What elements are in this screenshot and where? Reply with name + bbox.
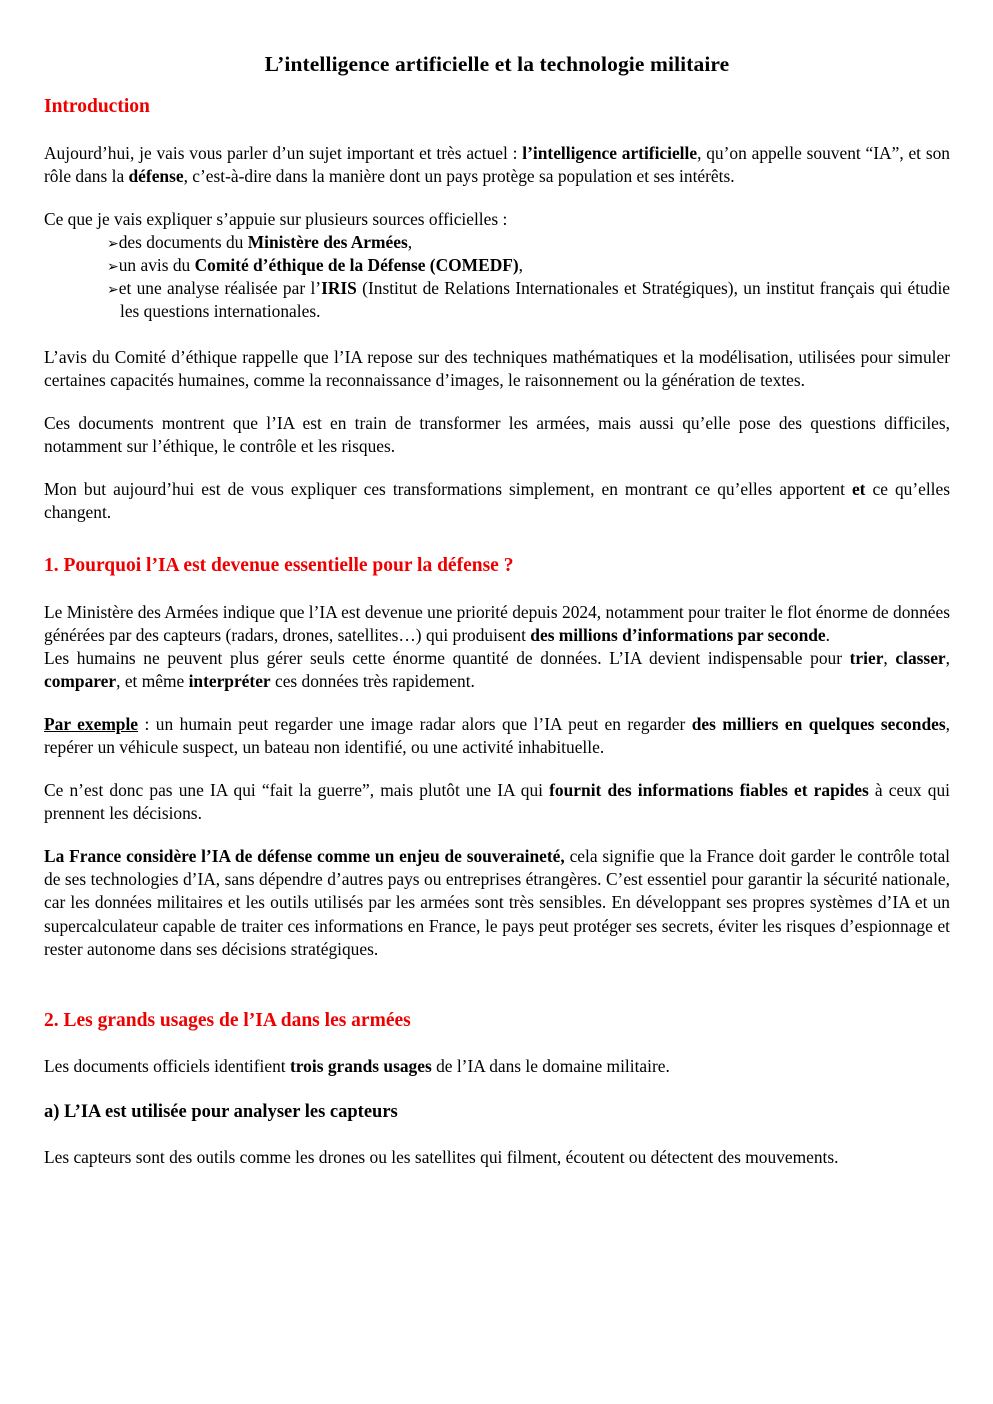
text-run: Ce n’est donc pas une IA qui “fait la guerre”, mais plutôt une IA qui (44, 780, 550, 801)
text-run: ce qu’elles changent. (44, 479, 950, 523)
section1-paragraph-3 (44, 713, 950, 759)
text-run: , et même (116, 671, 189, 691)
spacer (44, 392, 950, 412)
intro-paragraph-2: Ce que je vais expliquer s’appuie sur plusieurs sources officielles : (44, 208, 508, 229)
bold-run: des milliers en quelques secondes (691, 714, 946, 735)
text-run: Les humains ne peuvent plus gérer seuls cette énorme quantité de données. L’IA devient indispensable pour (44, 647, 850, 668)
arrow-bullet-icon: ➢ (107, 235, 119, 252)
text-run: un avis du (118, 254, 195, 275)
spacer (44, 524, 950, 554)
section1-paragraph-2 (44, 647, 950, 693)
underlined-bold-run: Par exemple (44, 714, 139, 735)
bold-run: comparer (44, 671, 117, 691)
bold-run: trois grands usages (289, 1056, 432, 1077)
text-run: , qu’on appelle souvent “IA”, et son rôle dans la (44, 142, 950, 186)
spacer (44, 119, 950, 142)
bold-run: interpréter (188, 671, 271, 691)
text-run: Mon but aujourd’hui est de vous expliquer ces transformations simplement, en montrant ce qu’elles apportent (44, 479, 852, 500)
text-run: Aujourd’hui, je vais vous parler d’un sujet important et très actuel : (44, 142, 523, 163)
page-title: L’intelligence artificielle et la technologie militaire (264, 52, 730, 76)
heading-section-1: 1. Pourquoi l’IA est devenue essentielle pour la défense ? (44, 555, 514, 577)
text-run: à ceux qui prennent les décisions. (44, 780, 950, 824)
bold-run: et (851, 479, 866, 500)
text-run: : un humain peut regarder une image radar alors que l’IA peut en regarder (138, 714, 692, 735)
text-run: ces données très rapidement. (270, 671, 475, 691)
spacer (44, 1032, 950, 1055)
spacer (44, 578, 950, 601)
text-run: et une analyse réalisée par l’ (118, 277, 322, 298)
text-run: , (945, 647, 950, 668)
bold-run: défense (128, 165, 184, 186)
heading-introduction: Introduction (44, 96, 150, 118)
text-run: cela signifie que la France doit garder le contrôle total de ses technologies d’IA, sans dépendre d’autres pays ou entreprises étrangères. C’est essentiel pour garantir la sécurité nationale, car les données militaires et les outils utilisés par les armées sont très sensibles. En développant ses propres systèmes d’IA et un supercalculateur capable de traiter ces informations en France, le pays peut protéger ses secrets, éviter les risques d’espionnage et rester autonome dans ses décisions stratégiques. (44, 846, 950, 959)
arrow-bullet-icon: ➢ (107, 258, 119, 275)
bold-run: trier (849, 647, 884, 668)
section1-paragraph-5 (44, 845, 950, 960)
spacer (44, 759, 950, 779)
intro-paragraph-3: L’avis du Comité d’éthique rappelle que l’IA repose sur des techniques mathématiques et la modélisation, utilisées pour simuler certaines capacités humaines, comme la reconnaissance d’images, le raisonnement ou la génération de textes. (44, 347, 950, 391)
spacer (44, 825, 950, 845)
section1-paragraph-1 (44, 601, 950, 647)
list-item (44, 277, 950, 323)
section1-paragraph-4 (44, 779, 950, 825)
section2-paragraph-1 (44, 1055, 950, 1078)
bold-run: classer (895, 647, 946, 668)
text-run: , repérer un véhicule suspect, un bateau non identifié, ou une activité inhabituelle. (44, 714, 950, 758)
spacer (44, 323, 950, 346)
sources-list (44, 231, 950, 323)
spacer (44, 1123, 950, 1146)
text-run: de l’IA dans le domaine militaire. (431, 1056, 670, 1077)
intro-paragraph-4: Ces documents montrent que l’IA est en train de transformer les armées, mais aussi qu’elle pose des questions difficiles, notamment sur l’éthique, le contrôle et les risques. (44, 413, 950, 457)
spacer (44, 77, 950, 95)
intro-paragraph-1 (44, 142, 950, 188)
spacer (44, 693, 950, 713)
text-run: , (518, 254, 524, 275)
intro-paragraph-5 (44, 478, 950, 524)
list-item (44, 231, 950, 254)
list-item (44, 254, 950, 277)
bold-run: La France considère l’IA de défense comme un enjeu de souveraineté, (44, 846, 565, 867)
bold-run: fournit des informations fiables et rapides (549, 780, 869, 801)
text-run: (Institut de Relations Internationales et Stratégiques), un institut français qui étudie les questions internationales. (120, 277, 950, 321)
subheading-2a: a) L’IA est utilisée pour analyser les capteurs (44, 1102, 398, 1123)
bold-run: Comité d’éthique de la Défense (COMEDF) (194, 254, 519, 275)
heading-section-2: 2. Les grands usages de l’IA dans les armées (44, 1009, 411, 1031)
spacer (44, 458, 950, 478)
text-run: , (407, 231, 413, 252)
bold-run: des millions d’informations par seconde (530, 624, 826, 645)
text-run: Les documents officiels identifient (44, 1056, 290, 1077)
text-run: des documents du (118, 231, 248, 252)
spacer (44, 188, 950, 208)
spacer (44, 961, 950, 1009)
text-run: , (883, 647, 896, 668)
bold-run: IRIS (321, 277, 357, 298)
arrow-bullet-icon: ➢ (107, 281, 119, 298)
text-run: . (825, 624, 830, 645)
spacer (44, 1078, 950, 1101)
bold-run: l’intelligence artificielle (522, 142, 698, 163)
text-run: , c’est-à-dire dans la manière dont un pays protège sa population et ses intérêts. (183, 165, 735, 186)
section2-paragraph-2: Les capteurs sont des outils comme les drones ou les satellites qui filment, écoutent ou détectent des mouvements. (44, 1147, 839, 1168)
text-run: Le Ministère des Armées indique que l’IA est devenue une priorité depuis 2024, notamment pour traiter le flot énorme de données générées par des capteurs (radars, drones, satellites…) qui produisent (44, 601, 950, 645)
bold-run: Ministère des Armées (247, 231, 408, 252)
